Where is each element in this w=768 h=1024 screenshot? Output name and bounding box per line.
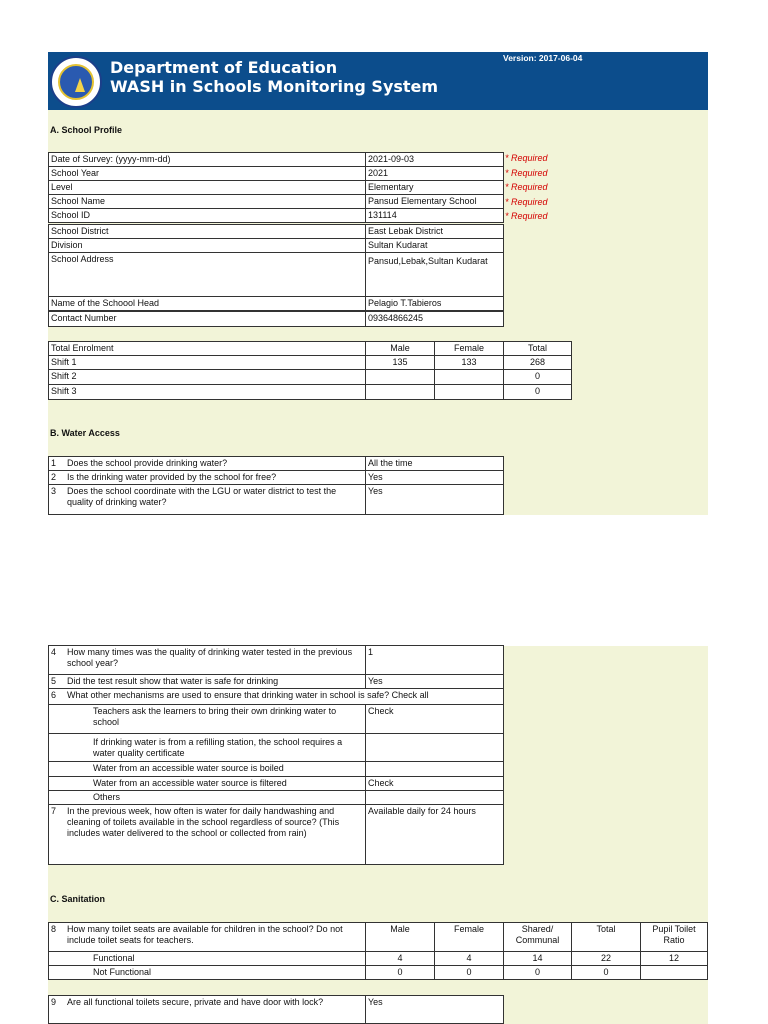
handwashing-water-answer[interactable]: Available daily for 24 hours bbox=[365, 804, 504, 865]
question-text: Is the drinking water provided by the school for free? bbox=[67, 472, 277, 482]
enrolment-male-input[interactable] bbox=[365, 384, 435, 400]
enrolment-total-value: 0 bbox=[503, 384, 572, 400]
toilet-female-input[interactable]: 4 bbox=[434, 951, 504, 966]
drinking-water-answer[interactable]: All the time bbox=[365, 456, 504, 471]
question-row bbox=[48, 484, 366, 515]
enrolment-male-input[interactable] bbox=[365, 369, 435, 385]
enrolment-row-label: Shift 3 bbox=[48, 384, 366, 400]
toilet-header-shared: Shared/ Communal bbox=[503, 922, 572, 952]
profile-label: School Address bbox=[48, 252, 366, 297]
required-marker: * Required bbox=[505, 153, 548, 163]
school-head-field[interactable]: Pelagio T.Tabieros bbox=[365, 296, 504, 311]
toilet-row-label bbox=[48, 951, 366, 966]
toilet-row-name: Functional bbox=[93, 953, 135, 963]
toilet-header-male: Male bbox=[365, 922, 435, 952]
school-id-field[interactable]: 131114 bbox=[365, 208, 504, 223]
toilet-shared-input[interactable]: 14 bbox=[503, 951, 572, 966]
option-checkbox[interactable]: Check bbox=[365, 704, 504, 734]
profile-label: School Year bbox=[48, 166, 366, 181]
toilet-male-input[interactable]: 4 bbox=[365, 951, 435, 966]
toilet-header-total: Total bbox=[571, 922, 641, 952]
enrolment-total-value: 268 bbox=[503, 355, 572, 370]
profile-label: Contact Number bbox=[48, 311, 366, 327]
required-marker: * Required bbox=[505, 168, 548, 178]
lgu-coordination-answer[interactable]: Yes bbox=[365, 484, 504, 515]
option-checkbox[interactable] bbox=[365, 761, 504, 777]
toilet-female-input[interactable]: 0 bbox=[434, 965, 504, 980]
question-text: Are all functional toilets secure, private and have door with lock? bbox=[67, 997, 324, 1007]
toilet-total-value: 0 bbox=[571, 965, 641, 980]
question-row bbox=[48, 688, 504, 705]
question-text: What other mechanisms are used to ensure that drinking water in school is safe? Check all bbox=[67, 690, 429, 700]
enrolment-female-input[interactable] bbox=[434, 384, 504, 400]
question-text: Did the test result show that water is safe for drinking bbox=[67, 676, 279, 686]
toilet-shared-input[interactable]: 0 bbox=[503, 965, 572, 980]
toilet-male-input[interactable]: 0 bbox=[365, 965, 435, 980]
version-label: Version: 2017-06-04 bbox=[503, 53, 583, 63]
profile-label: Division bbox=[48, 238, 366, 253]
deped-seal-icon bbox=[50, 56, 102, 108]
question-row bbox=[48, 995, 366, 1024]
question-number: 5 bbox=[51, 676, 57, 686]
enrolment-header-female: Female bbox=[434, 341, 504, 356]
required-marker: * Required bbox=[505, 211, 548, 221]
question-text: In the previous week, how often is water for daily handwashing and cleaning of toilets available in the school regardless of source? (This includes water delivered to the school or collected from rain) bbox=[67, 806, 340, 838]
profile-label: School District bbox=[48, 224, 366, 239]
toilet-total-value: 22 bbox=[571, 951, 641, 966]
option-text: Water from an accessible water source is boiled bbox=[93, 763, 284, 773]
option-text: Water from an accessible water source is filtered bbox=[93, 778, 287, 788]
toilet-header-female: Female bbox=[434, 922, 504, 952]
toilet-row-label bbox=[48, 965, 366, 980]
survey-date-field[interactable]: 2021-09-03 bbox=[365, 152, 504, 167]
water-test-count-field[interactable]: 1 bbox=[365, 645, 504, 675]
enrolment-male-input[interactable]: 135 bbox=[365, 355, 435, 370]
header-title-line2: WASH in Schools Monitoring System bbox=[110, 77, 439, 96]
level-field[interactable]: Elementary bbox=[365, 180, 504, 195]
toilet-security-answer[interactable]: Yes bbox=[365, 995, 504, 1024]
header-title-line1: Department of Education bbox=[110, 58, 338, 77]
question-row bbox=[48, 645, 366, 675]
safety-option bbox=[48, 790, 366, 805]
school-district-field[interactable]: East Lebak District bbox=[365, 224, 504, 239]
option-text: If drinking water is from a refilling station, the school requires a water quality certificate bbox=[93, 737, 343, 758]
question-text: How many toilet seats are available for children in the school? Do not include toilet seats for teachers. bbox=[67, 924, 343, 945]
option-checkbox[interactable] bbox=[365, 733, 504, 762]
contact-number-field[interactable]: 09364866245 bbox=[365, 311, 504, 327]
safety-option bbox=[48, 776, 366, 791]
enrolment-header-label: Total Enrolment bbox=[48, 341, 366, 356]
profile-label: School Name bbox=[48, 194, 366, 209]
water-safe-answer[interactable]: Yes bbox=[365, 674, 504, 689]
question-row bbox=[48, 456, 366, 471]
profile-label: Name of the Schoool Head bbox=[48, 296, 366, 311]
section-b-title: B. Water Access bbox=[50, 428, 120, 438]
question-number: 3 bbox=[51, 486, 57, 496]
question-row bbox=[48, 470, 366, 485]
question-text: Does the school coordinate with the LGU or water district to test the quality of drinking water? bbox=[67, 486, 337, 507]
option-text: Teachers ask the learners to bring their own drinking water to school bbox=[93, 706, 337, 727]
toilet-header-ratio: Pupil Toilet Ratio bbox=[640, 922, 708, 952]
enrolment-total-value: 0 bbox=[503, 369, 572, 385]
enrolment-row-label: Shift 1 bbox=[48, 355, 366, 370]
question-text: How many times was the quality of drinking water tested in the previous school year? bbox=[67, 647, 353, 668]
enrolment-row-label: Shift 2 bbox=[48, 369, 366, 385]
toilet-ratio-value bbox=[640, 965, 708, 980]
school-address-field[interactable]: Pansud,Lebak,Sultan Kudarat bbox=[365, 252, 504, 297]
question-row bbox=[48, 674, 366, 689]
section-a-title: A. School Profile bbox=[50, 125, 123, 135]
question-number: 7 bbox=[51, 806, 57, 816]
safety-option bbox=[48, 761, 366, 777]
enrolment-female-input[interactable] bbox=[434, 369, 504, 385]
enrolment-header-male: Male bbox=[365, 341, 435, 356]
header-banner bbox=[48, 52, 708, 110]
question-row bbox=[48, 922, 366, 952]
option-checkbox[interactable] bbox=[365, 790, 504, 805]
option-text: Others bbox=[93, 792, 121, 802]
profile-label: Date of Survey: (yyyy-mm-dd) bbox=[48, 152, 366, 167]
question-number: 2 bbox=[51, 472, 57, 482]
question-text: Does the school provide drinking water? bbox=[67, 458, 228, 468]
question-number: 1 bbox=[51, 458, 57, 468]
required-marker: * Required bbox=[505, 197, 548, 207]
toilet-ratio-value: 12 bbox=[640, 951, 708, 966]
option-checkbox[interactable]: Check bbox=[365, 776, 504, 791]
safety-option bbox=[48, 733, 366, 762]
section-c-title: C. Sanitation bbox=[50, 894, 106, 904]
question-number: 9 bbox=[51, 997, 57, 1007]
required-marker: * Required bbox=[505, 182, 548, 192]
enrolment-female-input[interactable]: 133 bbox=[434, 355, 504, 370]
question-number: 6 bbox=[51, 690, 57, 700]
school-name-field[interactable]: Pansud Elementary School bbox=[365, 194, 504, 209]
profile-label: School ID bbox=[48, 208, 366, 223]
toilet-row-name: Not Functional bbox=[93, 967, 152, 977]
question-number: 4 bbox=[51, 647, 57, 657]
school-year-field[interactable]: 2021 bbox=[365, 166, 504, 181]
question-row bbox=[48, 804, 366, 865]
question-number: 8 bbox=[51, 924, 57, 934]
safety-option bbox=[48, 704, 366, 734]
division-field[interactable]: Sultan Kudarat bbox=[365, 238, 504, 253]
enrolment-header-total: Total bbox=[503, 341, 572, 356]
profile-label: Level bbox=[48, 180, 366, 195]
free-water-answer[interactable]: Yes bbox=[365, 470, 504, 485]
